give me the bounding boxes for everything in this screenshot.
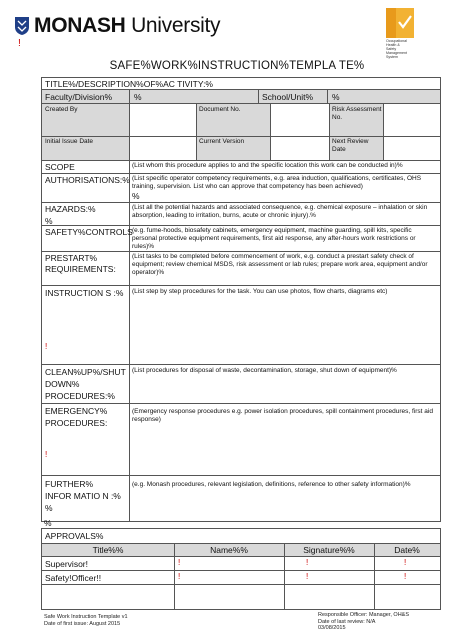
further-info-text[interactable]: (e.g. Monash procedures, relevant legislation, definitions, reference to other safety information)% xyxy=(132,481,411,488)
swi-form xyxy=(41,77,441,522)
footer-right xyxy=(318,612,409,632)
initial-issue-label: Initial Issue Date xyxy=(45,138,94,145)
emergency-text[interactable]: (Emergency response procedures e.g. power isolation procedures, spill containment procedures, first aid response) xyxy=(132,408,433,423)
footer-template-version: Safe Work Instruction Template v1 xyxy=(44,614,128,620)
created-by-label: Created By xyxy=(45,106,78,113)
instructions-label: INSTRUCTION S :% xyxy=(45,288,124,298)
faculty-label: Faculty/Division% xyxy=(45,92,113,102)
prestart-text[interactable]: (List tasks to be completed before commencement of work, e.g. conduct a prestart safety check of equipment; review chemical MSDS, risk assessment or lab rules; prepare work area, equipment and/or operator)% xyxy=(132,253,428,276)
approval-row-date[interactable]: ! xyxy=(404,572,407,581)
prestart-label: PRESTART% xyxy=(45,253,98,263)
prestart-label-2: REQUIREMENTS: xyxy=(45,264,116,274)
hazards-label-2: % xyxy=(45,216,53,226)
approval-row-name[interactable]: ! xyxy=(178,558,181,567)
approval-row-name[interactable]: ! xyxy=(178,572,181,581)
badge-line: System xyxy=(386,55,398,59)
emergency-label: EMERGENCY% xyxy=(45,406,108,416)
cleanup-text[interactable]: (List procedures for disposal of waste, decontamination, storage, shut down of equipment)% xyxy=(132,367,397,374)
hazards-text[interactable]: (List all the potential hazards and associated consequence, e.g. chemical exposure – inhalation or skin absorption, leading to irritation, burns, acute or chronic injury).% xyxy=(132,204,428,219)
authorisations-text[interactable]: (List specific operator competency requirements, e.g. area induction, qualifications, certificates, OHS training, supervision. List who can approve that competency has been achieved) xyxy=(132,175,422,190)
approvals-col-signature: Signature%% xyxy=(303,545,355,555)
approval-row-date[interactable]: ! xyxy=(404,558,407,567)
faculty-value[interactable]: % xyxy=(134,92,142,102)
footer-last-review: Date of last review: N/A xyxy=(318,618,376,625)
further-info-label-2: INFOR MATIO N :% xyxy=(45,491,121,501)
cleanup-label: CLEAN%UP%/SHUT xyxy=(45,367,126,377)
emergency-mark: ! xyxy=(45,450,48,459)
safety-controls-label: SAFETY%CONTROLS xyxy=(45,227,133,237)
approvals-col-title: Title%% xyxy=(92,545,124,555)
hazards-label: HAZARDS:% xyxy=(45,204,96,214)
footer-first-issue: Date of first issue: August 2015 xyxy=(44,620,121,627)
cleanup-label-2: DOWN% xyxy=(45,379,80,389)
authorisations-extra: % xyxy=(132,191,140,201)
approvals-col-date: Date% xyxy=(394,545,420,555)
badge-line: Health & xyxy=(386,43,400,47)
school-label: School/Unit% xyxy=(262,92,314,102)
university-name-rest: University xyxy=(125,14,221,37)
footer-date: 03/08/2015 xyxy=(318,625,346,631)
emergency-label-2: PROCEDURES: xyxy=(45,418,108,428)
instructions-mark: ! xyxy=(45,342,48,351)
ohs-badge-icon xyxy=(386,8,414,38)
document-no-label: Document No. xyxy=(199,106,241,113)
risk-assessment-label: Risk Assessment No. xyxy=(332,106,382,121)
footer-left xyxy=(44,614,128,627)
monash-shield-logo xyxy=(14,16,30,36)
title-row-label: TITLE%/DESCRIPTION%OF%AC TIVITY:% xyxy=(45,79,213,89)
scope-label: SCOPE xyxy=(45,162,75,172)
logo-mark: ! xyxy=(18,38,21,49)
badge-line: Safety xyxy=(386,47,397,51)
next-review-label: Next Review Date xyxy=(332,138,369,153)
footer-responsible-officer: Responsible Officer: Manager, OH&S xyxy=(318,612,409,618)
approval-row-signature[interactable]: ! xyxy=(306,558,309,567)
document-title: SAFE%WORK%INSTRUCTION%TEMPLA TE% xyxy=(109,60,365,72)
current-version-label: Current Version xyxy=(199,138,245,145)
approval-row-title: Supervisor! xyxy=(45,559,88,569)
after-form-mark: % xyxy=(44,518,52,528)
approval-row-title: Safety!Officer!! xyxy=(45,573,102,583)
further-info-label-3: % xyxy=(45,503,53,513)
scope-text[interactable]: (List whom this procedure applies to and the specific location this work can be conducted in)% xyxy=(132,162,403,169)
school-value[interactable]: % xyxy=(332,92,340,102)
badge-line: Management xyxy=(386,51,407,55)
approvals-table xyxy=(41,528,441,610)
university-name xyxy=(34,14,220,38)
university-name-bold: MONASH xyxy=(34,14,126,37)
badge-caption xyxy=(386,39,422,59)
further-info-label: FURTHER% xyxy=(45,479,94,489)
approvals-col-name: Name%% xyxy=(210,545,248,555)
authorisations-label: AUTHORISATIONS:% xyxy=(45,175,130,185)
approval-row-signature[interactable]: ! xyxy=(306,572,309,581)
approvals-heading: APPROVALS% xyxy=(45,531,104,541)
badge-line: Occupational xyxy=(386,39,407,43)
safety-controls-text[interactable]: (e.g. fume-hoods, biosafety cabinets, emergency equipment, machine guarding, spill kits, specific personal protective equipment requirements, first aid response, any after-hours work restrictions or rules)% xyxy=(132,227,416,250)
cleanup-label-3: PROCEDURES:% xyxy=(45,391,115,401)
instructions-text[interactable]: (List step by step procedures for the task. You can use photos, flow charts, diagrams etc) xyxy=(132,288,388,295)
